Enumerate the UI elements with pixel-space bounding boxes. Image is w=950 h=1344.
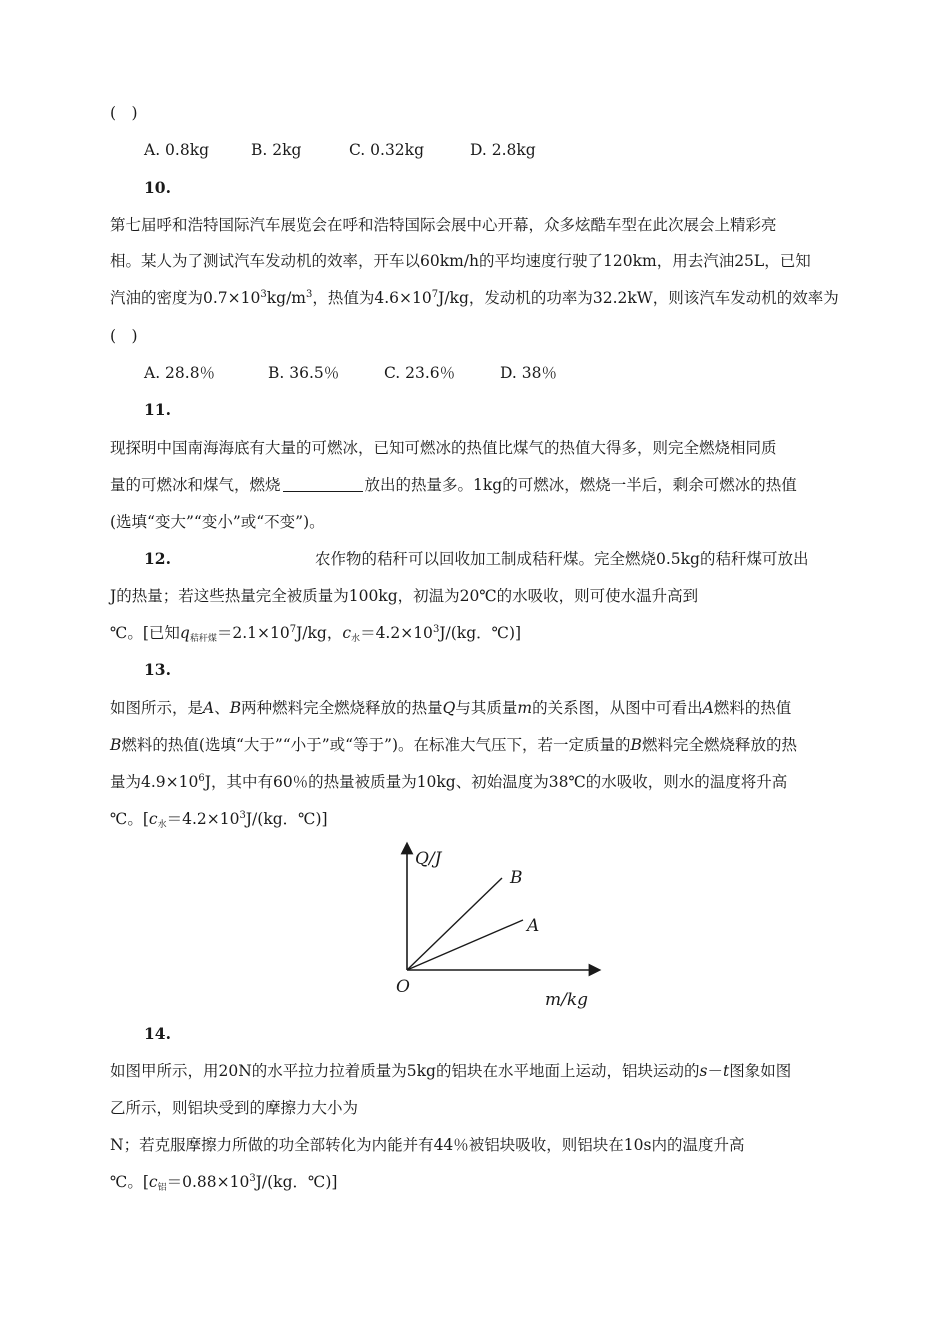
q11-number: 11. bbox=[144, 400, 171, 419]
q13-line-4: ℃。[$c_水=4.2\times 10^3J/(kg$．℃)] bbox=[110, 810, 328, 830]
q9-option-d: D. 2.8kg bbox=[470, 141, 536, 159]
q12-line-3: ℃。[已知$q_{秸秆煤}=2.1\times 10^7J/kg$，$c_水=4.2\times 10^3J/(kg$．℃)] bbox=[110, 624, 522, 644]
q14-line-1: 如图甲所示，用20N的水平拉力拉着质量为5kg的铝块在水平地面上运动，铝块运动的s－t图象如图 bbox=[110, 1062, 792, 1080]
q10-line-2: 相。某人为了测试汽车发动机的效率，开车以60km/h的平均速度行驶了120km，用去汽油25L，已知 bbox=[110, 252, 811, 270]
q10-options bbox=[144, 362, 884, 384]
q10-option-d: D. 38％ bbox=[500, 364, 557, 382]
q11-line-3: (选填“变大”“变小”或“不变”)。 bbox=[110, 513, 325, 531]
q12-number: 12. bbox=[144, 549, 171, 568]
answer-paren: ( ) bbox=[110, 104, 138, 122]
q10-number: 10. bbox=[144, 178, 171, 197]
q10-option-b: B. 36.5％ bbox=[268, 364, 340, 382]
q10-line-3: 汽油的密度为$0.7\times 10^3kg/m^3$，热值为$4.6\times 10^7J/kg$，发动机的功率为32.2kW，则该汽车发动机的效率为 bbox=[110, 289, 839, 307]
q14-number: 14. bbox=[144, 1024, 171, 1043]
line-a-label: A bbox=[527, 916, 540, 936]
q12-line-1: 农作物的秸秆可以回收加工制成秸秆煤。完全燃烧0.5kg的秸秆煤可放出 bbox=[315, 550, 809, 568]
q14-line-4: ℃。[$c_铝=0.88\times 10^3J/(kg$．℃)] bbox=[110, 1173, 338, 1193]
line-b-label: B bbox=[510, 868, 523, 888]
origin-label: O bbox=[396, 977, 410, 997]
q14-line-3: N；若克服摩擦力所做的功全部转化为内能并有44％被铝块吸收，则铝块在10s内的温度升高 bbox=[110, 1136, 745, 1154]
q12-line-2: J的热量；若这些热量完全被质量为100kg，初温为20℃的水吸收，则可使水温升高到 bbox=[110, 587, 699, 605]
q14-line-2: 乙所示，则铝块受到的摩擦力大小为 bbox=[110, 1099, 359, 1117]
line-b bbox=[407, 878, 502, 970]
line-a bbox=[407, 920, 523, 970]
x-axis-label: m/kg bbox=[545, 990, 589, 1010]
q9-option-b: B. 2kg bbox=[251, 141, 302, 159]
q10-line-1: 第七届呼和浩特国际汽车展览会在呼和浩特国际会展中心开幕，众多炫酷车型在此次展会上精彩亮 bbox=[110, 216, 777, 234]
q11-line-1: 现探明中国南海海底有大量的可燃冰，已知可燃冰的热值比煤气的热值大得多，则完全燃烧相同质 bbox=[110, 439, 777, 457]
q10-answer-paren: ( ) bbox=[110, 327, 138, 345]
q13-line-2: B燃料的热值(选填“大于”“小于”或“等于”)。在标准大气压下，若一定质量的B燃料完全燃烧释放的热 bbox=[110, 736, 797, 754]
q10-option-c: C. 23.6％ bbox=[384, 364, 456, 382]
q11-blank[interactable] bbox=[283, 475, 363, 492]
q13-number: 13. bbox=[144, 660, 171, 679]
q-m-graph bbox=[380, 840, 610, 1010]
q10-option-a: A. 28.8％ bbox=[144, 364, 216, 382]
q11-line-2: 量的可燃冰和煤气，燃烧 放出的热量多。1kg的可燃冰，燃烧一半后，剩余可燃冰的热值 bbox=[110, 476, 797, 494]
q13-line-1: 如图所示，是A、B两种燃料完全燃烧释放的热量Q与其质量m的关系图，从图中可看出A燃料的热值 bbox=[110, 699, 792, 717]
q9-option-a: A. 0.8kg bbox=[144, 141, 210, 159]
q9-options bbox=[144, 139, 884, 161]
q9-option-c: C. 0.32kg bbox=[349, 141, 424, 159]
q13-line-3: 量为$4.9\times 10^6J$，其中有60％的热量被质量为10kg、初始温度为38℃的水吸收，则水的温度将升高 bbox=[110, 773, 788, 791]
y-axis-label: Q/J bbox=[415, 849, 442, 869]
